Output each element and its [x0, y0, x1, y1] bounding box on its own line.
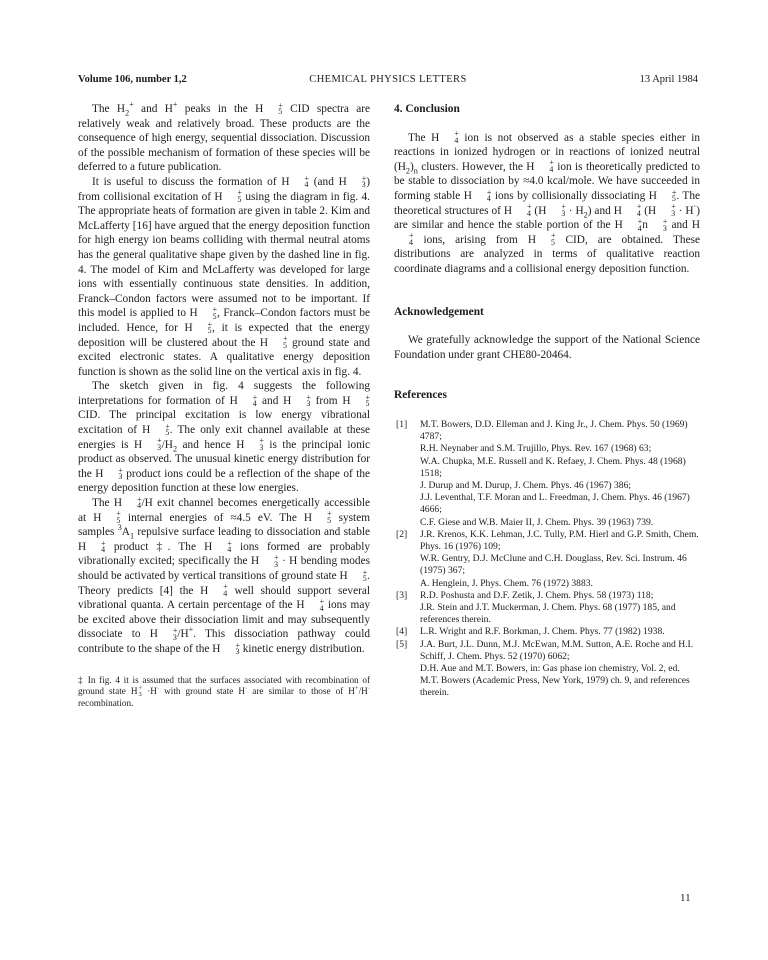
paragraph-exit-channel: The H + 4 /H exit channel becomes energetically accessible at H + 5 internal energies of ≈4.5 eV. The H + 5 system samples $^3A_1$ repulsive surface leading to dissociation and stable H + 4 product ‡. The H + 4 ions formed are probably vibrationally excited; specifically the H + 3 · H bending modes should be activated by vertical transitions of ground state H + 5 . Theory predicts [4] the H + 4 well should support several vibrational quanta. A certain percentage of the H + 4 ions may be excited above their dissociation limit and may subsequently dissociate to H + 3 /H+. This dissociation pathway could contribute to the shape of the H + 3 kinetic energy distribution.	[78, 494, 370, 657]
volume-info: Volume 106, number 1,2	[78, 74, 187, 85]
paragraph-interpretations: The sketch given in fig. 4 suggests the following interpretations for formation of H + 4 and H + 3 from H + 5 CID. The principal excitation is low energy vibrational excitation of H + 5 . The only exit channel available at these energies is H + 3 $/H_2$ and hence H + 3 is the principal ionic product as observed. The unusual kinetic energy distribution for the H + 3 product ions could be a reflection of the shape of the energy deposition function at these low energies.	[78, 380, 371, 495]
page-number: 11	[680, 892, 691, 904]
acknowledgement-text: We gratefully acknowledge the support of the National Science Foundation under grant CHE80-20464.	[394, 334, 700, 361]
acknowledgement-heading: Acknowledgement	[394, 305, 484, 318]
reference-item: [4] L.R. Wright and R.F. Borkman, J. Chem. Phys. 77 (1982) 1938.	[396, 626, 665, 638]
running-header	[78, 74, 698, 88]
reference-item: [1] M.T. Bowers, D.D. Elleman and J. King Jr., J. Chem. Phys. 50 (1969) 4787; R.H. Neynaber and S.M. Trujillo, Phys. Rev. 167 (1968) 63; W.A. Chupka, M.E. Russell and K. Refaey, J. Chem. Phys. 48 (1968) 1518; J. Durup and M. Durup, J. Chem. Phys. 46 (1967) 386; J.J. Leventhal, T.F. Moran and L. Freedman, J. Chem. Phys. 46 (1967) 4666; C.F. Giese and W.B. Maier II, J. Chem. Phys. 39 (1963) 739.	[396, 418, 690, 528]
references-heading: References	[394, 389, 447, 402]
left-column	[78, 102, 370, 709]
conclusion-heading: 4. Conclusion	[394, 103, 460, 115]
reference-item: [5] J.A. Burt, J.L. Dunn, M.J. McEwan, M.M. Sutton, A.E. Roche and H.I. Schiff, J. Chem. Phys. 52 (1970) 6062; D.H. Aue and M.T. Bowers, in: Gas phase ion chemistry, Vol. 2, ed. M.T. Bowers (Academic Press, New York, 1979) ch. 9, and references therein.	[396, 638, 694, 699]
reference-list	[394, 419, 700, 700]
reference-item: [2] J.R. Krenos, K.K. Lehman, J.C. Tully, P.M. Hierl and G.P. Smith, Chem. Phys. 16 (1976) 109; W.R. Gentry, D.J. McClune and C.H. Douglass, Rev. Sci. Instrum. 46 (1975) 367; A. Henglein, J. Phys. Chem. 76 (1972) 3883.	[396, 528, 699, 589]
footnote: ‡ In fig. 4 it is assumed that the surfaces associated with recombination of ground state H + 3 ·H· with ground state H· are similar to those of H+/H· recombination.	[78, 674, 371, 708]
issue-date: 13 April 1984	[639, 74, 698, 85]
paragraph-products: The $H_2^+$ and H+ peaks in the H + 5 CID spectra are relatively weak and relatively broad. These products are the consequence of high energy, sequential dissociation. Discussion of the possible mechanism of formation of these species will be deferred to a future publication.	[78, 100, 371, 174]
reference-item: [3] R.D. Poshusta and D.F. Zetik, J. Chem. Phys. 58 (1973) 118; J.R. Stein and J.T. Muckerman, J. Chem. Phys. 68 (1977) 185, and references therein.	[396, 589, 676, 626]
right-column	[394, 102, 700, 700]
conclusion-paragraph: The H + 4 ion is not observed as a stable species either in reactions in ionized hydrogen or in reactions of ionized neutral $(H_2)_n$ clusters. However, the H + 4 ion is theoretically predicted to be stable to dissociation by ≈4.0 kcal/mole. We have succeeded in forming stable H + 4 ions by collisionally dissociating H + 5 . The theoretical structures of H + 4 (H + 3 · $H_2$) and H + 4 (H + 3 · H·) are similar and hence the stable portion of the H + 4 n + 3 and H + 4 ions, arising from H + 5 CID, are obtained. These distributions are analyzed in terms of qualitative reaction coordinate diagrams and a collisional energy deposition function.	[394, 129, 701, 275]
paragraph-energy-deposition: It is useful to discuss the formation of H + 4 (and H + 3 ) from collisional excitation of H + 5 using the diagram in fig. 4. The appropriate heats of formation are given in table 2. Kim and McLafferty [16] have argued that the energy deposition function for high energy ion beams colliding with thermal neutral atoms has the general qualitative shape given by the dashed line in fig. 4. The model of Kim and McLafferty was developed for large ions with essentially continuous state densities. In addition, Franck–Condon factors were assumed not to be important. If this model is applied to H + 5 , Franck–Condon factors must be included. Hence, for H + 5 , it is expected that the energy deposition will be clustered about the H + 5 ground state and excited electronic states. A qualitative energy deposition function is shown as the solid line on the vertical axis in fig. 4.	[78, 173, 371, 378]
journal-title: CHEMICAL PHYSICS LETTERS	[309, 74, 467, 85]
